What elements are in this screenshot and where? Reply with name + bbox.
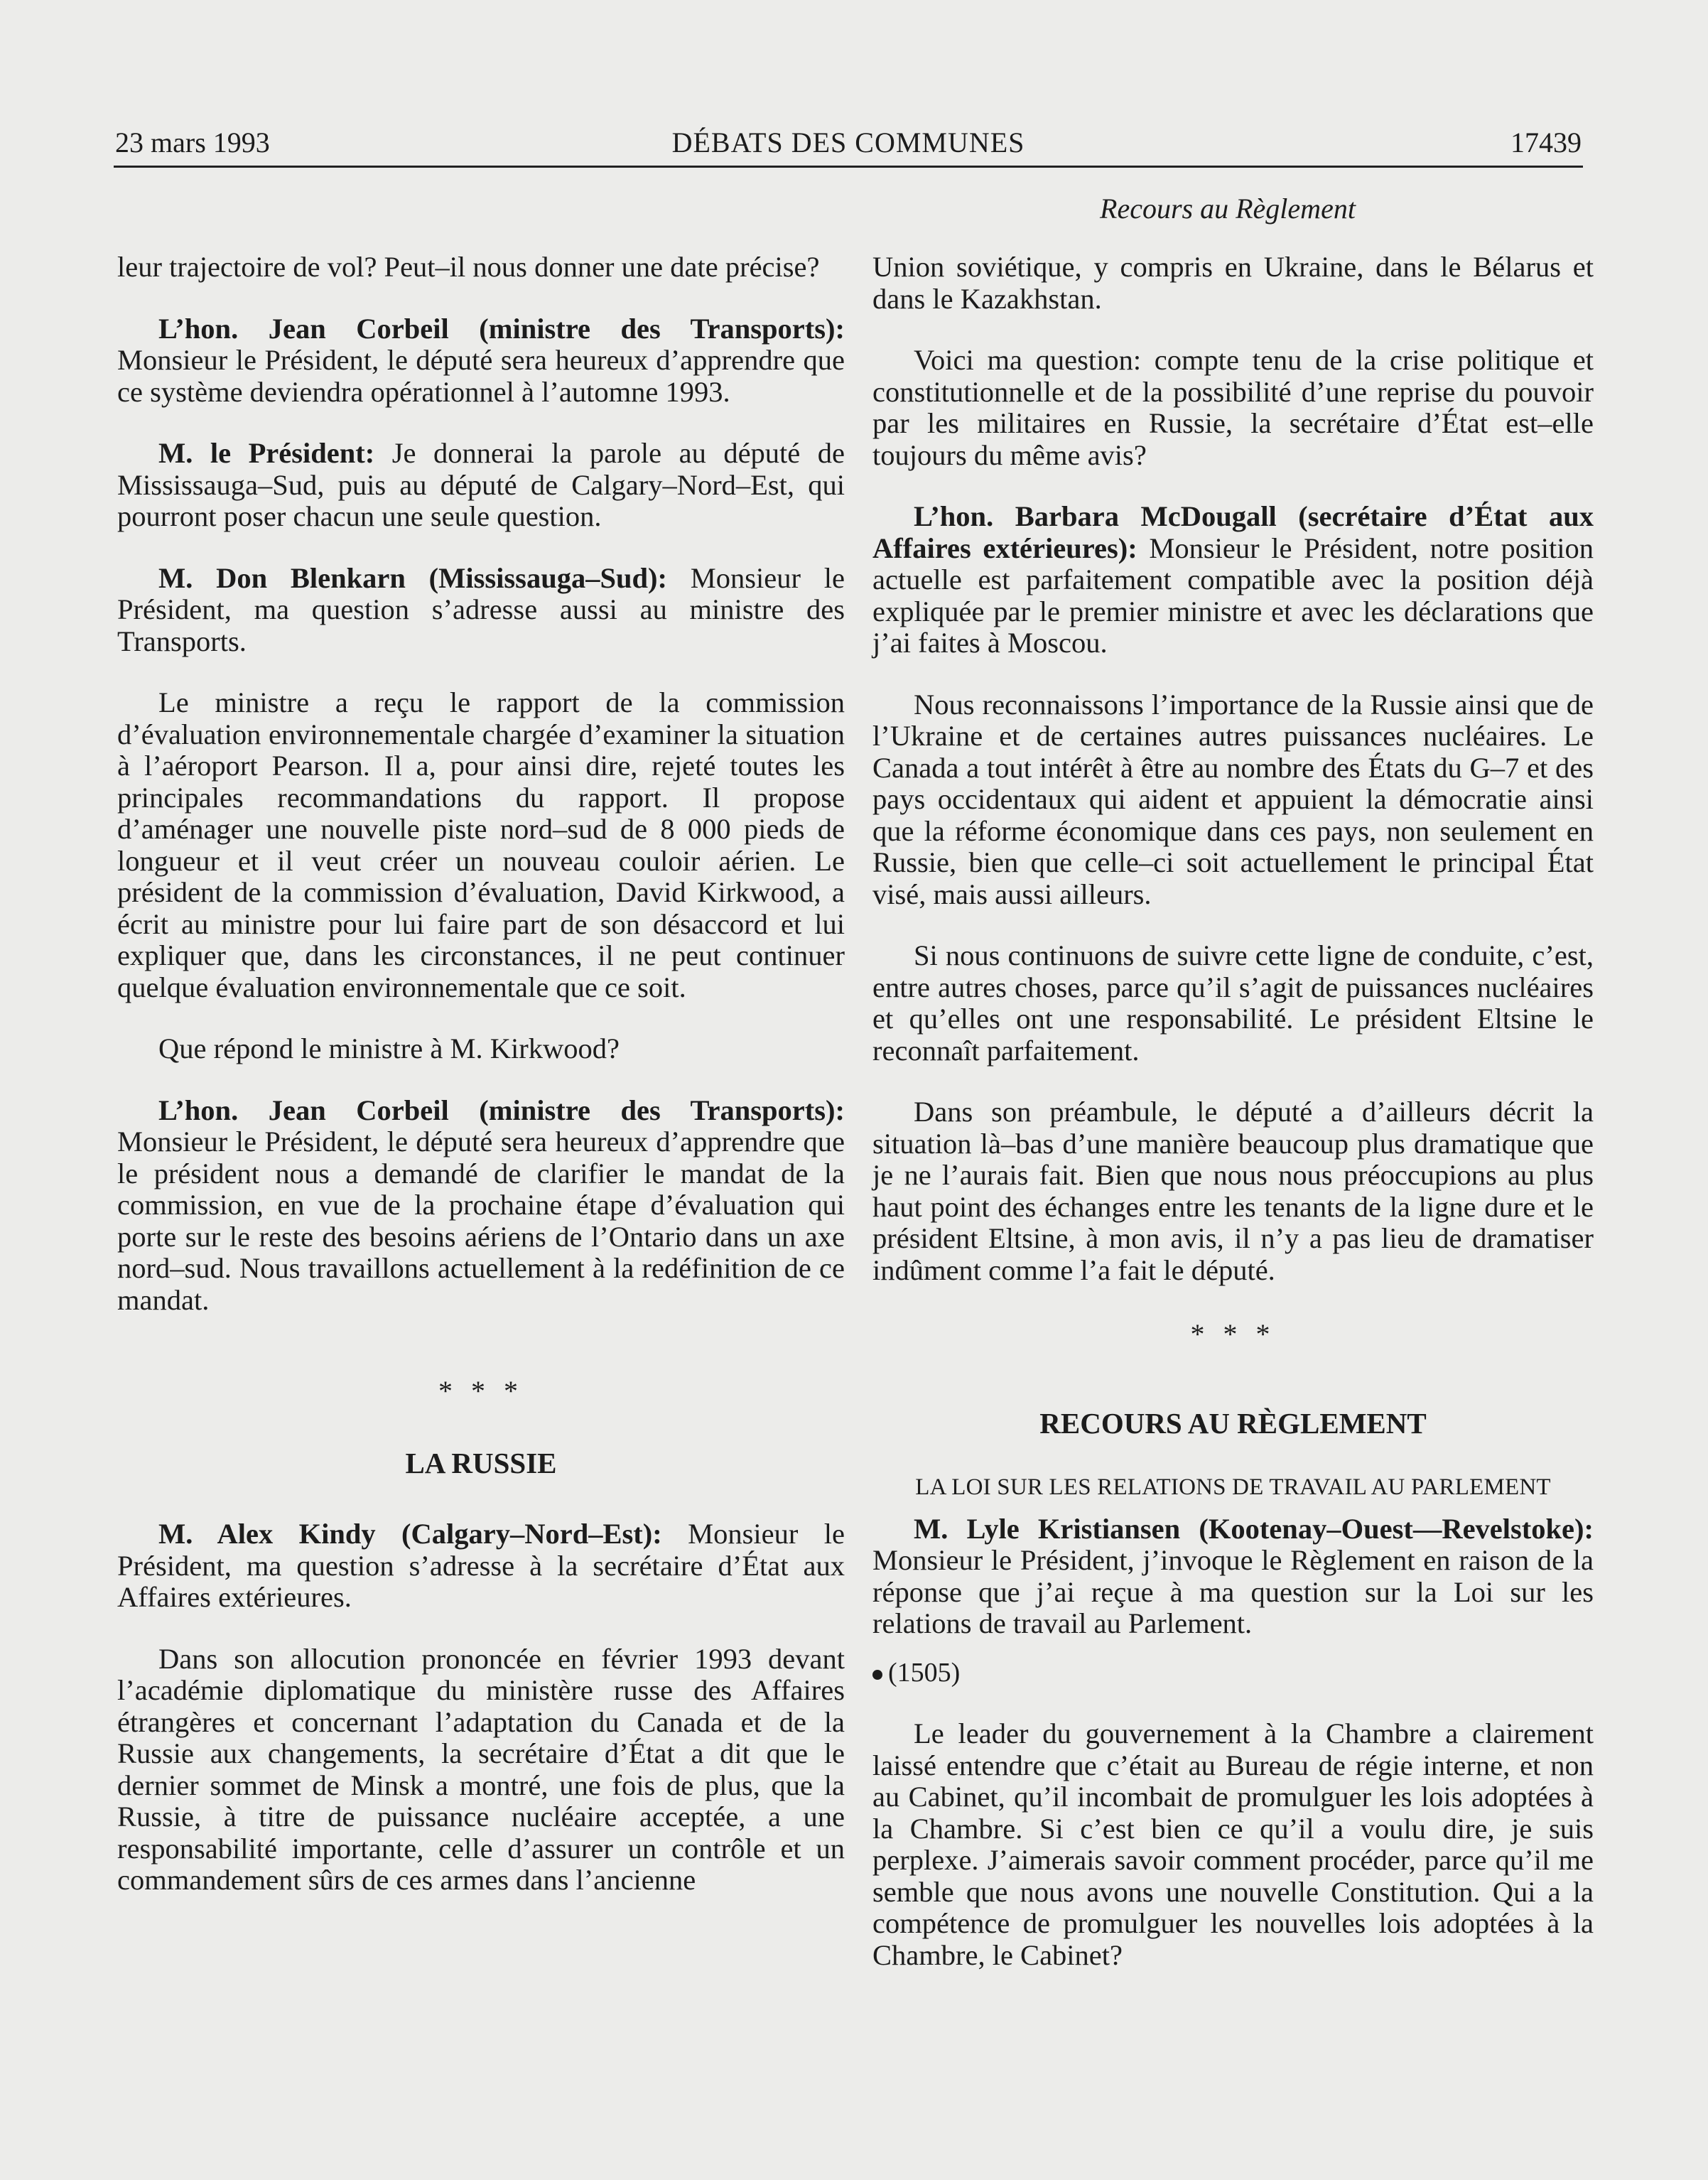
- section-heading: LA RUSSIE: [405, 1446, 557, 1479]
- paragraph: leur trajectoire de vol? Peut–il nous donner une date précise?: [117, 251, 820, 283]
- paragraph: Union soviétique, y compris en Ukraine, dans le Bélarus et dans le Kazakhstan.: [872, 251, 1594, 315]
- section-separator: * * *: [1190, 1318, 1276, 1350]
- bullet-icon: [872, 1670, 882, 1680]
- paragraph: [117, 1095, 845, 1317]
- speaker-name: M. Lyle Kristiansen (Kootenay–Ouest—Revelstoke):: [914, 1512, 1594, 1545]
- header-date: 23 mars 1993: [115, 126, 270, 158]
- section-heading: RECOURS AU RÈGLEMENT: [1039, 1406, 1427, 1440]
- paragraph: Dans son préambule, le député a d’ailleurs décrit la situation là–bas d’une manière beaucoup plus dramatique que je ne l’aurais fait. Bien que nous nous préoccupions au plus haut point des échanges entre les tenants de la ligne dure et le président Eltsine, à mon avis, il n’y a pas lieu de dramatiser indûment comme l’a fait le député.: [872, 1096, 1594, 1286]
- speech-text: Je donnerai la parole au député de Mississauga–Sud, puis au député de Calgary–Nord–Est, qui pourront poser chacun une seule question.: [117, 437, 845, 532]
- paragraph: [117, 1518, 845, 1614]
- speaker-name: M. le Président:: [158, 437, 375, 469]
- paragraph: [117, 438, 845, 533]
- time-marker: [872, 1657, 1594, 1689]
- speaker-name: L’hon. Jean Corbeil (ministre des Transports):: [158, 312, 845, 345]
- paragraph: [117, 313, 845, 409]
- speech-text: Monsieur le Président, notre position actuelle est parfaitement compatible avec la position déjà expliquée par le premier ministre et avec les déclarations que j’ai faites à Moscou.: [872, 531, 1594, 659]
- running-head: [115, 119, 1582, 162]
- paragraph: Voici ma question: compte tenu de la crise politique et constitutionnelle et de la possibilité d’une reprise du pouvoir par les militaires en Russie, la secrétaire d’État est–elle toujours du même avis?: [872, 344, 1594, 471]
- page-number: 17439: [1510, 126, 1582, 158]
- speech-text: Monsieur le Président, j’invoque le Règlement en raison de la réponse que j’ai reçue à ma question sur la Loi sur les relations de travail au Parlement.: [872, 1544, 1594, 1639]
- speaker-name: M. Alex Kindy (Calgary–Nord–Est):: [158, 1518, 662, 1550]
- speaker-name: L’hon. Jean Corbeil (ministre des Transports):: [158, 1094, 845, 1126]
- paragraph: [872, 1513, 1594, 1640]
- paragraph: Nous reconnaissons l’importance de la Russie ainsi que de l’Ukraine et de certaines autres puissances nucléaires. Le Canada a tout intérêt à être au nombre des États du G–7 et des pays occidentaux qui aident et appuient la démocratie ainsi que la réforme économique dans ces pays, non seulement en Russie, bien que celle–ci soit actuellement le principal État visé, mais aussi ailleurs.: [872, 688, 1594, 910]
- paragraph: Que répond le ministre à M. Kirkwood?: [158, 1032, 620, 1064]
- header-title: DÉBATS DES COMMUNES: [671, 126, 1025, 158]
- left-column: [117, 252, 845, 1896]
- right-column: [872, 252, 1594, 1971]
- section-separator: * * *: [438, 1375, 524, 1407]
- paragraph: Si nous continuons de suivre cette ligne de conduite, c’est, entre autres choses, parce qu’il s’agit de puissances nucléaires et qu’elles ont une responsabilité. Le président Eltsine le reconnaît parfaitement.: [872, 939, 1594, 1067]
- paragraph: Dans son allocution prononcée en février 1993 devant l’académie diplomatique du ministère russe des Affaires étrangères et concernant l’adaptation du Canada et de la Russie aux changements, la secrétaire d’État a dit que le dernier sommet de Minsk a montré, une fois de plus, que la Russie, à titre de puissance nucléaire acceptée, a une responsabilité importante, celle d’assurer un contrôle et un commandement sûrs de ces armes dans l’ancienne: [117, 1642, 845, 1896]
- paragraph: Le leader du gouvernement à la Chambre a clairement laissé entendre que c’était au Bureau de régie interne, et non au Cabinet, qu’il incombait de promulguer les lois adoptées à la Chambre. Si c’est bien ce qu’il a voulu dire, je suis perplexe. J’aimerais savoir comment procéder, parce qu’il me semble que nous avons une nouvelle Constitution. Qui a la compétence de promulguer les nouvelles lois adoptées à la Chambre, le Cabinet?: [872, 1717, 1594, 1971]
- speech-text: Monsieur le Président, ma question s’adresse aussi au ministre des Transports.: [117, 561, 845, 657]
- time-marker-text: (1505): [888, 1657, 961, 1688]
- speaker-name: M. Don Blenkarn (Mississauga–Sud):: [158, 561, 668, 594]
- speaker-name: L’hon. Barbara McDougall (secrétaire d’État aux Affaires extérieures):: [872, 500, 1594, 564]
- paragraph: [872, 501, 1594, 659]
- speech-text: Monsieur le Président, le député sera heureux d’apprendre que ce système deviendra opérationnel à l’automne 1993.: [117, 344, 845, 408]
- section-subheading: LA LOI SUR LES RELATIONS DE TRAVAIL AU PARLEMENT: [915, 1474, 1551, 1500]
- speech-text: Monsieur le Président, le député sera heureux d’apprendre que le président nous a demandé de clarifier le mandat de la commission, en vue de la prochaine étape d’évaluation qui porte sur le reste des besoins aériens de l’Ontario dans un axe nord–sud. Nous travaillons actuellement à la redéfinition de ce mandat.: [117, 1126, 845, 1316]
- header-rule: [114, 166, 1583, 168]
- speech-text: Monsieur le Président, ma question s’adresse à la secrétaire d’État aux Affaires extérieures.: [117, 1518, 845, 1613]
- paragraph: Le ministre a reçu le rapport de la commission d’évaluation environnementale chargée d’examiner la situation à l’aéroport Pearson. Il a, pour ainsi dire, rejeté toutes les principales recommandations du rapport. Il propose d’aménager une nouvelle piste nord–sud de 8 000 pieds de longueur et il veut créer un nouveau couloir aérien. Le président de la commission d’évaluation, David Kirkwood, a écrit au ministre pour lui faire part de son désaccord et lui expliquer que, dans les circonstances, il ne peut continuer quelque évaluation environnementale que ce soit.: [117, 686, 845, 1003]
- section-running-title: Recours au Règlement: [1100, 193, 1356, 225]
- paragraph: [117, 563, 845, 658]
